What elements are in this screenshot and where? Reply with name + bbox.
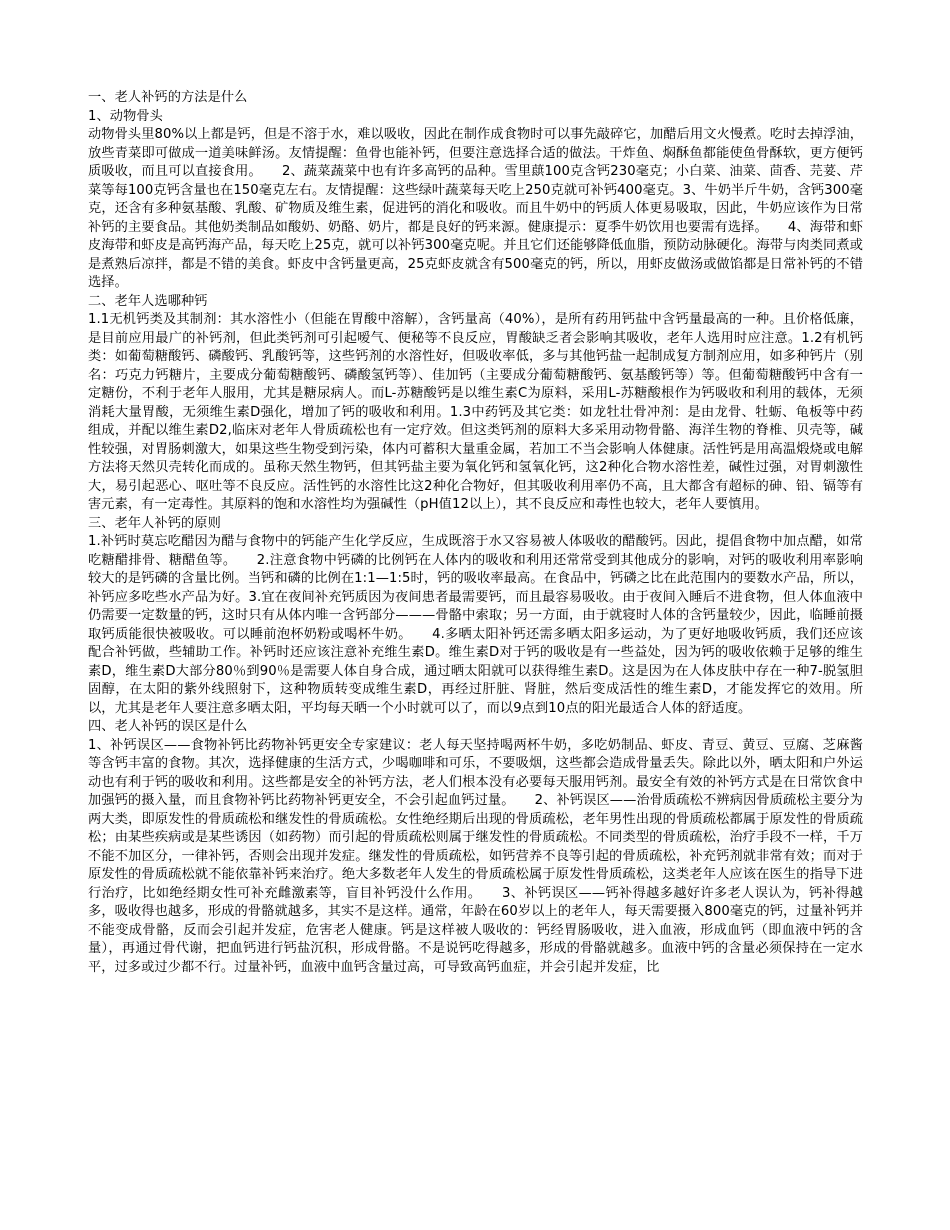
section-heading-2: 二、老年人选哪种钙 bbox=[88, 293, 208, 309]
section-heading-1: 一、老人补钙的方法是什么 bbox=[88, 90, 248, 105]
paragraph: 动物骨头里80%以上都是钙，但是不溶于水，难以吸收，因此在制作成食物时可以事先敲碎它，加醋后用文火慢煮。吃时去掉浮油，放些青菜即可做成一道美味鲜汤。友情提醒：鱼骨也能补钙，但要注意选择合适的做法。干炸鱼、焖酥鱼都能使鱼骨酥软，更方便钙质吸收，而且可以直接食用。 2、蔬菜蔬菜中也有许多高钙的品种。雪里蕻100克含钙230毫克；小白菜、油菜、茴香、芫荽、芹菜等每100克钙含量也在150毫克左右。友情提醒：这些绿叶蔬菜每天吃上250克就可补钙400毫克。3、牛奶半斤牛奶，含钙300毫克，还含有多种氨基酸、乳酸、矿物质及维生素，促进钙的消化和吸收。而且牛奶中的钙质人体更易吸取，因此，牛奶应该作为日常补钙的主要食品。其他奶类制品如酸奶、奶酪、奶片，都是良好的钙来源。健康提示：夏季牛奶饮用也要需有选择。 4、海带和虾皮海带和虾皮是高钙海产品，每天吃上25克，就可以补钙300毫克呢。并且它们还能够降低血脂，预防动脉硬化。海带与肉类同煮或是煮熟后凉拌，都是不错的美食。虾皮中含钙量更高，25克虾皮就含有500毫克的钙，所以，用虾皮做汤或做馅都是日常补钙的不错选择。 bbox=[88, 127, 863, 290]
section-heading-3: 三、老年人补钙的原则 bbox=[88, 515, 221, 531]
paragraph: 1、补钙误区——食物补钙比药物补钙更安全专家建议：老人每天坚持喝两杯牛奶，多吃奶制品、虾皮、青豆、黄豆、豆腐、芝麻酱等含钙丰富的食物。其次，选择健康的生活方式，少喝咖啡和可乐，不要吸烟，这些都会造成骨量丢失。除此以外，晒太阳和户外运动也有利于钙的吸收和利用。这些都是安全的补钙方法，老人们根本没有必要每天服用钙剂。最安全有效的补钙方式是在日常饮食中加强钙的摄入量，而且食物补钙比药物补钙更安全，不会引起血钙过量。 2、补钙误区——治骨质疏松不辨病因骨质疏松主要分为两大类，即原发性的骨质疏松和继发性的骨质疏松。女性绝经期后出现的骨质疏松，老年男性出现的骨质疏松都属于原发性的骨质疏松；由某些疾病或是某些诱因（如药物）而引起的骨质疏松则属于继发性的骨质疏松。不同类型的骨质疏松，治疗手段不一样，千万不能不加区分，一律补钙，否则会出现并发症。继发性的骨质疏松，如钙营养不良等引起的骨质疏松，补充钙剂就非常有效；而对于原发性的骨质疏松就不能依靠补钙来治疗。绝大多数老年人发生的骨质疏松属于原发性骨质疏松，这类老年人应该在医生的指导下进行治疗，比如绝经期女性可补充雌激素等，盲目补钙没什么作用。 3、补钙误区——钙补得越多越好许多老人误认为，钙补得越多，吸收得也越多，形成的骨骼就越多，其实不是这样。通常，年龄在60岁以上的老年人，每天需要摄入800毫克的钙，过量补钙并不能变成骨骼，反而会引起并发症，危害老人健康。钙是这样被人吸收的：钙经胃肠吸收，进入血液，形成血钙（即血液中钙的含量），再通过骨代谢，把血钙进行钙盐沉积，形成骨骼。不是说钙吃得越多，形成的骨骼就越多。血液中钙的含量必须保持在一定水平，过多或过少都不行。过量补钙，血液中血钙含量过高，可导致高钙血症，并会引起并发症，比 bbox=[88, 737, 863, 975]
subheading-animal-bone: 1、动物骨头 bbox=[88, 108, 163, 124]
paragraph: 1.补钙时莫忘吃醋因为醋与食物中的钙能产生化学反应，生成既溶于水又容易被人体吸收的醋酸钙。因此，提倡食物中加点醋，如常吃糖醋排骨、糖醋鱼等。 2.注意食物中钙磷的比例钙在人体内的吸收和利用还常常受到其他成分的影响，对钙的吸收利用率影响较大的是钙磷的含量比例。当钙和磷的比例在1:1—1:5时，钙的吸收率最高。在食品中，钙磷之比在此范围内的要数水产品，所以，补钙应多吃些水产品为好。3.宜在夜间补充钙质因为夜间患者最需要钙，而且最容易吸收。由于夜间入睡后不进食物，但人体血液中仍需要一定数量的钙，这时只有从体内唯一含钙部分———骨骼中索取；另一方面，由于就寝时人体的含钙量较少，因此，临睡前摄取钙质能很快被吸收。可以睡前泡杯奶粉或喝杯牛奶。 4.多晒太阳补钙还需多晒太阳多运动，为了更好地吸收钙质，我们还应该配合补钙做，些辅助工作。补钙时还应该注意补充维生素D。维生素D对于钙的吸收是有一些益处，因为钙的吸收依赖于足够的维生素D，维生素D大部分80％到90％是需要人体自身合成，通过晒太阳就可以获得维生素D。这是因为在人体皮肤中存在一种7-脱氢胆固醇，在太阳的紫外线照射下，这种物质转变成维生素D，再经过肝脏、肾脏，然后变成活性的维生素D，才能发挥它的效用。所以，尤其是老年人要注意多晒太阳，平均每天晒一个小时就可以了，而以9点到10点的阳光最适合人体的舒适度。 bbox=[88, 534, 863, 716]
paragraph: 1.1无机钙类及其制剂：其水溶性小（但能在胃酸中溶解），含钙量高（40%），是所有药用钙盐中含钙量最高的一种。且价格低廉，是目前应用最广的补钙剂，但此类钙剂可引起嗳气、便秘等不良反应，胃酸缺乏者会影响其吸收，老年人选用时应注意。1.2有机钙类：如葡萄糖酸钙、磷酸钙、乳酸钙等，这些钙剂的水溶性好，但吸收率低，多与其他钙盐一起制成复方制剂应用，如多种钙片（别名：巧克力钙糖片，主要成分葡萄糖酸钙、磷酸氢钙等）、佳加钙（主要成分葡萄糖酸钙、氨基酸钙等）等。但葡萄糖酸钙中含有一定糖份，不利于老年人服用，尤其是糖尿病人。而L-苏糖酸钙是以维生素C为原料，采用L-苏糖酸根作为钙吸收和利用的载体，无须消耗大量胃酸，无须维生素D强化，增加了钙的吸收和利用。1.3中药钙及其它类：如龙牡壮骨冲剂：是由龙骨、牡蛎、龟板等中药组成，并配以维生素D2,临床对老年人骨质疏松也有一定疗效。但这类钙剂的原料大多采用动物骨骼、海洋生物的脊椎、贝壳等，碱性较强，对胃肠刺激大，如果这些生物受到污染，体内可蓄积大量重金属，若加工不当会影响人体健康。活性钙是用高温煅烧或电解方法将天然贝壳转化而成的。虽称天然生物钙，但其钙盐主要为氧化钙和氢氧化钙，这2种化合物水溶性差，碱性过强，对胃刺激性大，易引起恶心、呕吐等不良反应。活性钙的水溶性比这2种化合物好，但其吸收利用率仍不高，且大都含有超标的砷、铅、镉等有害元素，有一定毒性。其原料的饱和水溶性均为强碱性（pH值12以上），其不良反应和毒性也较大，老年人要慎用。 bbox=[88, 312, 863, 512]
section-heading-4: 四、老人补钙的误区是什么 bbox=[88, 719, 248, 734]
document-body bbox=[88, 89, 863, 977]
